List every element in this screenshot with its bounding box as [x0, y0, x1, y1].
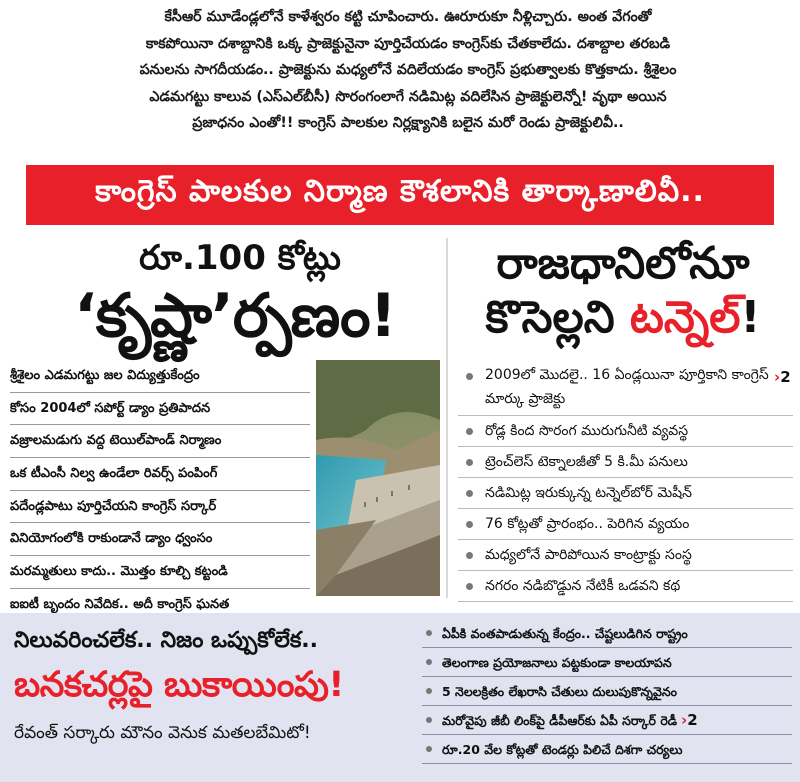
list-item-text: ట్రెంచ్‌లెస్ టెక్నాలజీతో 5 కి.మీ పనులు — [485, 453, 688, 470]
list-item — [422, 619, 792, 648]
continued-page-link[interactable] — [774, 363, 791, 392]
list-item-text: మరోవైపు జీబీ లింక్‌పై డీపీఆర్‌కు ఏపీ సర్కార్ రెడీ — [442, 712, 677, 728]
arrow-right-icon: › — [774, 368, 781, 386]
right-headline-line2 — [458, 292, 788, 354]
list-item — [458, 540, 793, 571]
column-divider — [446, 238, 448, 598]
list-item-text: మధ్యలోనే పారిపోయిన కాంట్రాక్టు సంస్థ — [485, 546, 692, 563]
list-item: వజ్రాలమడుగు వద్ద టెయిల్‌పాండ్ నిర్మాణం — [10, 425, 310, 458]
bullet-icon — [426, 717, 432, 723]
list-item-text: తెలంగాణ ప్రయోజనాలు పట్టకుండా కాలయాపన — [442, 654, 672, 670]
list-item-text: నగరం నడిబొడ్డున నేటికీ ఒడవని కథ — [485, 577, 681, 594]
bullet-icon — [466, 459, 473, 466]
bottom-headline: బనకచర్లపై బుకాయింపు! — [14, 665, 344, 705]
list-item-text: ఏపీకి వంతపాడుతున్న కేంద్రం.. చేష్టలుడిగిన రాష్ట్రం — [442, 625, 688, 641]
right-headline-end: ! — [740, 292, 761, 343]
arrow-right-icon: › — [681, 710, 688, 729]
headline-banner: కాంగ్రెస్ పాలకుల నిర్మాణ కౌశలానికి తార్కాణాలివీ.. — [26, 165, 774, 225]
list-item-text: 2009లో మొదలై.. 16 ఏండ్లయినా పూర్తికాని కాంగ్రెస్ మార్కు ప్రాజెక్టు — [485, 367, 769, 407]
list-item — [458, 416, 793, 447]
bullet-icon — [426, 630, 432, 636]
list-item: ఐఐటీ బృందం నివేదిక.. అదీ కాంగ్రెస్ ఘనత — [10, 589, 310, 622]
list-item — [458, 478, 793, 509]
list-item: పదేండ్లపాటు పూర్తిచేయని కాంగ్రెస్ సర్కార్ — [10, 491, 310, 524]
intro-line: ప్రజాధనం ఎంతో!! కాంగ్రెస్ పాలకుల నిర్లక్ష్యానికి బలైన మరో రెండు ప్రాజెక్టులివీ.. — [192, 115, 624, 131]
list-item — [458, 509, 793, 540]
intro-line: కేసీఆర్ మూడేండ్లలోనే కాళేశ్వరం కట్టి చూపించారు. ఊరూరుకూ నీళ్లిచ్చారు. అంత వేగంతో — [164, 9, 652, 25]
bottom-subhead: రేవంత్ సర్కారు మౌనం వెనుక మతలబేమిటో! — [14, 723, 311, 743]
bullet-icon — [466, 428, 473, 435]
list-item: ఒక టీఎంసీ నిల్వ ఉండేలా రివర్స్ పంపింగ్ — [10, 458, 310, 491]
list-item — [458, 447, 793, 478]
bullet-icon — [426, 688, 432, 694]
list-item — [458, 363, 793, 416]
intro-line: పనులను సాగదీయడం.. ప్రాజెక్టును మధ్యలోనే వదిలేయడం కాంగ్రెస్ ప్రభుత్వాలకు కొత్తకాదు. శ్రీశైలం — [139, 62, 677, 78]
left-pre-title: రూ.100 కోట్లు — [139, 238, 341, 278]
bullet-icon — [466, 490, 473, 497]
right-headline-line1: రాజధానిలోనూ — [496, 238, 750, 289]
right-headline-red: టన్నెల్ — [629, 292, 741, 343]
bullet-icon — [426, 659, 432, 665]
left-headline: ‘కృష్ణా’ర్పణం! — [74, 281, 396, 351]
right-points-list — [458, 363, 793, 602]
dam-photo — [316, 360, 440, 596]
list-item — [458, 571, 793, 602]
intro-paragraph — [58, 4, 758, 137]
left-points-list — [10, 360, 310, 622]
right-headline-black: కొసెల్లని — [485, 292, 630, 343]
bullet-icon — [466, 373, 473, 380]
list-item — [422, 648, 792, 677]
intro-line: ఎడమగట్టు కాలువ (ఎస్ఎల్‌బీసీ) సొరంగంలాగే నడిమిట్ల వదిలేసిన ప్రాజెక్టులెన్నో! వృథా అయిన — [149, 88, 667, 105]
page-number: 2 — [687, 710, 698, 729]
list-item: కోసం 2004లో సపోర్ట్ డ్యాం ప్రతిపాదన — [10, 393, 310, 426]
list-item — [422, 706, 792, 735]
list-item: వినియోగంలోకి రాకుండానే డ్యాం ధ్వంసం — [10, 523, 310, 556]
bullet-icon — [466, 521, 473, 528]
continued-page-link[interactable] — [681, 707, 698, 734]
bottom-points-list — [422, 619, 792, 764]
list-item: శ్రీశైలం ఎడమగట్టు జల విద్యుత్తుకేంద్రం — [10, 360, 310, 393]
bullet-icon — [466, 552, 473, 559]
intro-line: కాకపోయినా దశాబ్దానికి ఒక్క ప్రాజెక్టునైనా పూర్తిచేయడం కాంగ్రెస్‌కు చేతకాలేదు. దశాబ్దాల తరబడి — [145, 35, 671, 52]
bullet-icon — [426, 746, 432, 752]
list-item — [422, 677, 792, 706]
list-item: మరమ్మతులు కాదు.. మొత్తం కూల్చి కట్టండి — [10, 556, 310, 589]
list-item-text: నడిమిట్ల ఇరుక్కున్న టన్నెల్‌బోర్ మెషీన్ — [485, 484, 692, 501]
list-item-text: 5 నెలలక్రితం లేఖరాసి చేతులు దులుపుకొన్నవైనం — [442, 683, 677, 699]
list-item — [422, 735, 792, 764]
list-item-text: రోడ్ల కింద సొరంగ మురుగునీటి వ్యవస్థ — [485, 422, 689, 439]
page-number: 2 — [780, 368, 791, 386]
list-item-text: 76 కోట్లతో ప్రారంభం.. పెరిగిన వ్యయం — [485, 515, 690, 532]
bottom-kicker: నిలువరించలేక.. నిజం ఒప్పుకోలేక.. — [14, 628, 319, 653]
bottom-story — [0, 613, 800, 782]
bullet-icon — [466, 583, 473, 590]
list-item-text: రూ.20 వేల కోట్లతో టెండర్లు పిలిచే దిశగా చర్యలు — [442, 741, 683, 757]
